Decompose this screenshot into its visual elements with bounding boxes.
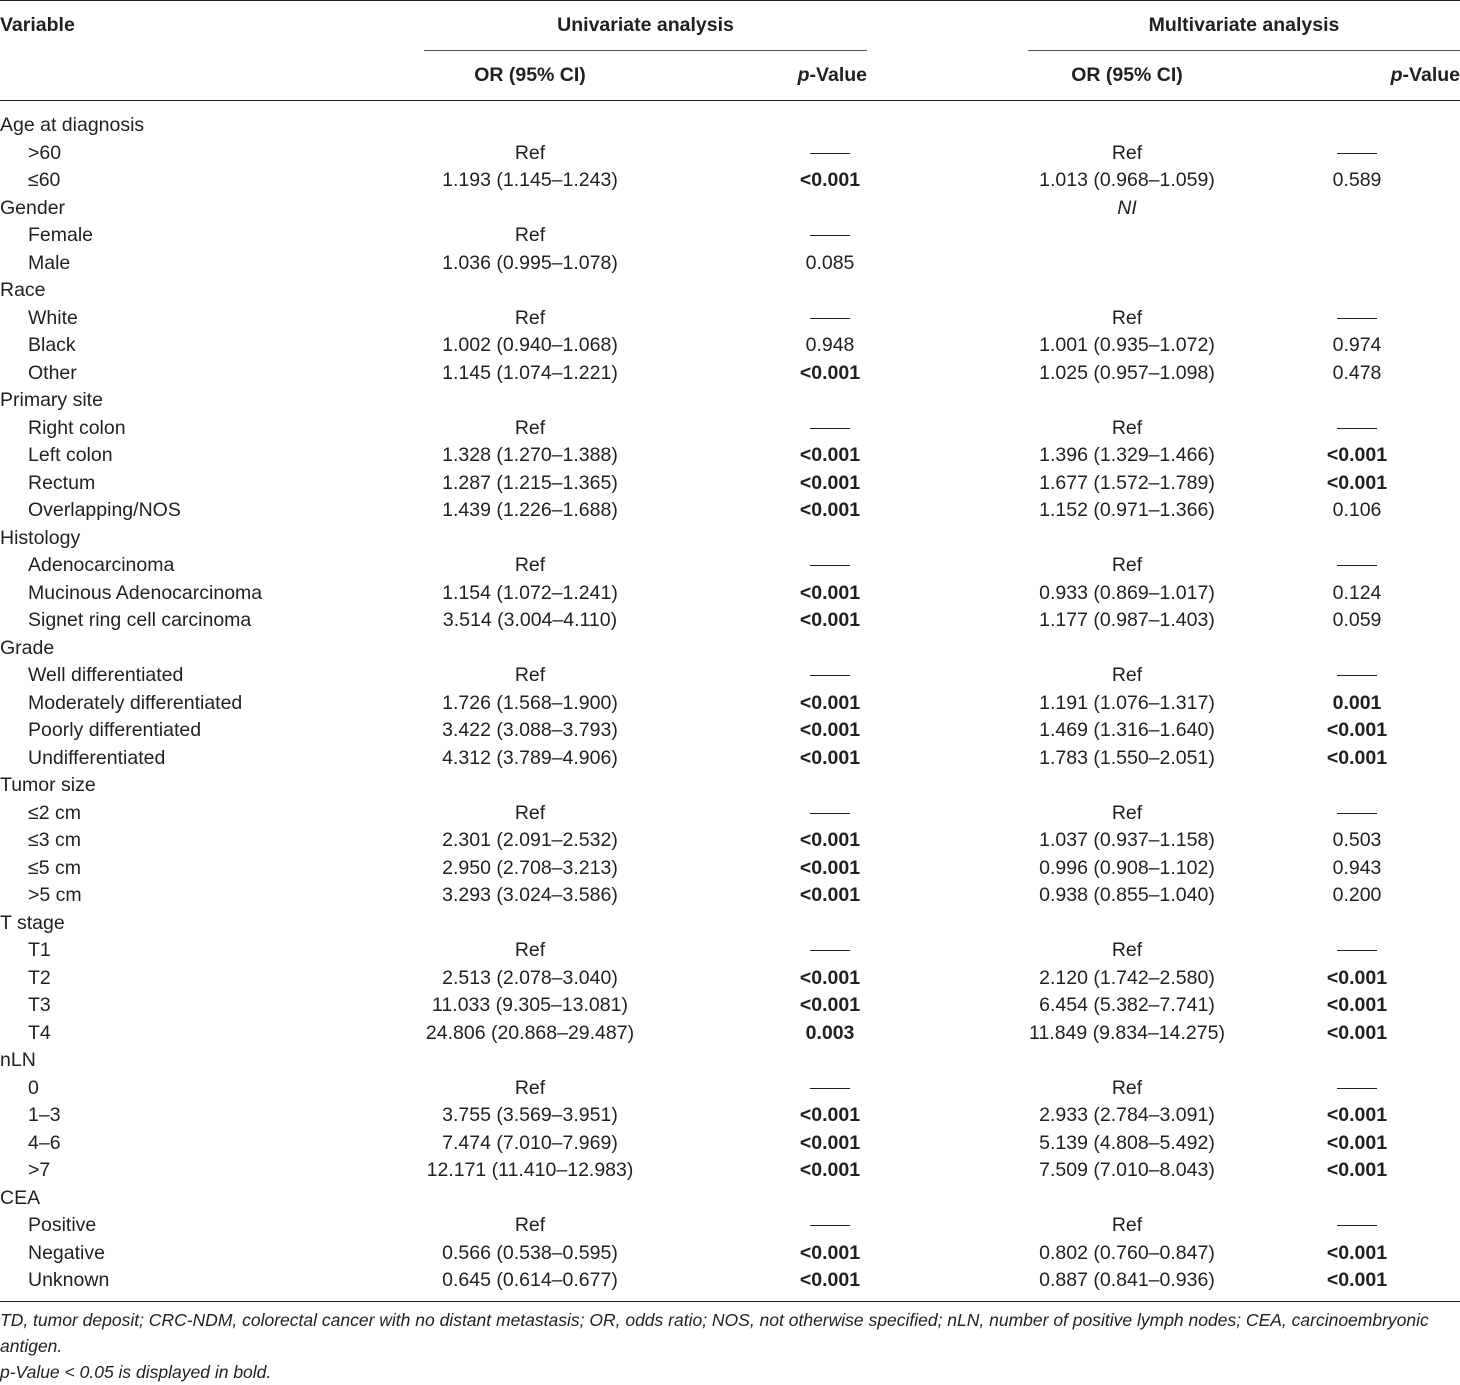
multivariate-or-cell: 0.933 (0.869–1.017): [1039, 581, 1215, 604]
multivariate-or-cell: Ref: [1111, 141, 1143, 164]
multivariate-or-cell: [1000, 112, 1254, 140]
group-label: nLN: [0, 1049, 36, 1071]
univariate-or-cell: 1.145 (1.074–1.221): [442, 361, 618, 384]
multivariate-or-cell: [1000, 277, 1254, 305]
variable-label: T3: [28, 994, 51, 1016]
variable-label: 1–3: [28, 1104, 61, 1126]
variable-label: ≤5 cm: [28, 856, 81, 879]
variable-label: Mucinous Adenocarcinoma: [28, 581, 263, 604]
multivariate-or-cell: 1.677 (1.572–1.789): [1039, 471, 1215, 494]
univariate-p-cell: [660, 772, 1000, 800]
em-dash-rule: [1337, 1225, 1377, 1226]
multivariate-p-cell: [1254, 222, 1460, 250]
univariate-or-cell: [400, 910, 660, 938]
table-row: [0, 332, 1460, 360]
multivariate-p-cell: [1254, 387, 1460, 415]
multivariate-or-cell: 0.996 (0.908–1.102): [1039, 856, 1215, 879]
multivariate-or-cell: [1000, 387, 1254, 415]
table-row: [0, 250, 1460, 278]
univariate-p-cell: <0.001: [799, 471, 861, 494]
table-group-row: [0, 910, 1460, 938]
table-row: [0, 882, 1460, 910]
univariate-or-cell: 3.755 (3.569–3.951): [442, 1104, 618, 1126]
univariate-or-cell: 1.287 (1.215–1.365): [442, 471, 618, 494]
multivariate-p-cell: [1254, 800, 1460, 828]
variable-label: Positive: [28, 1214, 97, 1236]
header-pvalue-multivariate: p-Value: [1390, 64, 1460, 86]
multivariate-p-cell: [1254, 772, 1460, 800]
variable-label: >7: [28, 1159, 51, 1181]
header-multivariate: Multivariate analysis: [1148, 14, 1340, 36]
univariate-p-cell: [660, 800, 1000, 828]
table-row: [0, 1130, 1460, 1158]
variable-label: Other: [28, 361, 77, 384]
multivariate-p-cell: [1254, 415, 1460, 443]
variable-label: 4–6: [28, 1131, 61, 1154]
univariate-p-cell: <0.001: [799, 746, 861, 769]
multivariate-p-cell: 0.106: [1332, 499, 1382, 521]
table-row: [0, 1212, 1460, 1240]
univariate-p-cell: <0.001: [799, 884, 861, 906]
univariate-p-cell: <0.001: [799, 499, 861, 521]
univariate-p-cell: [660, 387, 1000, 415]
group-label: Gender: [0, 196, 66, 219]
univariate-p-cell: [660, 305, 1000, 333]
univariate-or-cell: 1.154 (1.072–1.241): [442, 581, 618, 604]
univariate-p-cell: <0.001: [799, 1131, 861, 1154]
univariate-p-cell: <0.001: [799, 829, 861, 851]
multivariate-or-cell: 1.025 (0.957–1.098): [1039, 361, 1215, 384]
multivariate-or-cell: 0.802 (0.760–0.847): [1039, 1241, 1215, 1264]
univariate-p-cell: [660, 1047, 1000, 1075]
univariate-or-cell: Ref: [514, 306, 546, 329]
multivariate-or-cell: [1000, 250, 1254, 278]
univariate-p-cell: <0.001: [799, 691, 861, 714]
multivariate-span-rule: [1028, 50, 1460, 51]
table-row: [0, 1020, 1460, 1048]
univariate-p-cell: <0.001: [799, 169, 861, 191]
table-row: [0, 552, 1460, 580]
table-row: [0, 965, 1460, 993]
table-row: [0, 827, 1460, 855]
variable-label: >5 cm: [28, 884, 82, 906]
variable-label: Black: [28, 334, 76, 356]
table-group-row: [0, 112, 1460, 140]
univariate-or-cell: [400, 195, 660, 223]
table-group-row: [0, 1185, 1460, 1213]
table-row: [0, 415, 1460, 443]
table-top-rule: [0, 0, 1460, 1]
multivariate-p-cell: <0.001: [1326, 719, 1388, 741]
multivariate-p-cell: 0.001: [1332, 691, 1382, 714]
multivariate-p-cell: <0.001: [1326, 1241, 1388, 1264]
univariate-or-cell: 24.806 (20.868–29.487): [425, 1021, 635, 1044]
univariate-or-cell: Ref: [514, 416, 546, 439]
variable-label: Female: [28, 224, 94, 246]
variable-label: T1: [28, 939, 51, 961]
table-row: [0, 1240, 1460, 1268]
variable-label: T4: [28, 1021, 51, 1044]
univariate-p-cell: [660, 1075, 1000, 1103]
table-row: [0, 442, 1460, 470]
table-row: [0, 717, 1460, 745]
univariate-p-cell: <0.001: [799, 994, 861, 1016]
multivariate-or-cell: 11.849 (9.834–14.275): [1029, 1021, 1225, 1044]
univariate-p-cell: 0.948: [805, 334, 855, 356]
univariate-or-cell: 2.513 (2.078–3.040): [442, 966, 618, 989]
table-group-row: [0, 387, 1460, 415]
table-row: [0, 497, 1460, 525]
multivariate-p-cell: <0.001: [1326, 994, 1388, 1016]
univariate-span-rule: [424, 50, 867, 51]
univariate-p-cell: 0.085: [805, 251, 855, 274]
univariate-or-cell: 12.171 (11.410–12.983): [426, 1159, 634, 1181]
multivariate-p-cell: <0.001: [1326, 1131, 1388, 1154]
univariate-p-cell: <0.001: [799, 1269, 861, 1291]
univariate-p-cell: <0.001: [799, 1104, 861, 1126]
univariate-p-cell: [660, 525, 1000, 553]
multivariate-p-cell: 0.059: [1332, 609, 1382, 631]
table-row: [0, 662, 1460, 690]
em-dash-rule: [1337, 153, 1377, 154]
em-dash-rule: [1337, 1088, 1377, 1089]
univariate-p-cell: <0.001: [799, 609, 861, 631]
em-dash-rule: [1337, 813, 1377, 814]
multivariate-or-cell: Ref: [1111, 1076, 1143, 1099]
header-or-ci-univariate: OR (95% CI): [474, 64, 586, 86]
univariate-p-cell: [660, 277, 1000, 305]
univariate-or-cell: [400, 772, 660, 800]
table-bottom-rule: [0, 1301, 1460, 1302]
multivariate-or-cell: 2.120 (1.742–2.580): [1039, 966, 1215, 989]
univariate-p-cell: [660, 1185, 1000, 1213]
univariate-or-cell: [400, 635, 660, 663]
univariate-or-cell: 1.726 (1.568–1.900): [442, 691, 618, 714]
group-label: Race: [0, 279, 46, 301]
em-dash-rule: [810, 318, 850, 319]
table-row: [0, 140, 1460, 168]
multivariate-or-cell: 1.001 (0.935–1.072): [1039, 334, 1215, 356]
univariate-p-cell: [660, 140, 1000, 168]
multivariate-or-cell: Ref: [1111, 664, 1143, 686]
multivariate-or-cell: [1000, 910, 1254, 938]
multivariate-or-cell: 0.938 (0.855–1.040): [1039, 884, 1215, 906]
multivariate-p-cell: 0.200: [1332, 884, 1382, 906]
header-or-ci-multivariate: OR (95% CI): [1071, 64, 1183, 86]
univariate-or-cell: 0.566 (0.538–0.595): [442, 1241, 618, 1264]
em-dash-rule: [1337, 950, 1377, 951]
table-group-row: [0, 277, 1460, 305]
univariate-or-cell: Ref: [514, 1076, 546, 1099]
results-table: [0, 112, 1460, 1295]
univariate-or-cell: 2.301 (2.091–2.532): [442, 829, 618, 851]
univariate-p-cell: <0.001: [799, 1241, 861, 1264]
multivariate-or-cell: Ref: [1111, 1214, 1143, 1236]
univariate-or-cell: 1.036 (0.995–1.078): [442, 251, 618, 274]
em-dash-rule: [810, 153, 850, 154]
univariate-or-cell: 2.950 (2.708–3.213): [442, 856, 618, 879]
header-variable: Variable: [0, 14, 75, 36]
table-row: [0, 305, 1460, 333]
multivariate-p-cell: [1254, 525, 1460, 553]
variable-label: Poorly differentiated: [28, 719, 202, 741]
multivariate-or-cell: Ref: [1111, 416, 1143, 439]
variable-label: ≤3 cm: [28, 829, 81, 851]
univariate-p-cell: [660, 112, 1000, 140]
variable-label: Undifferentiated: [28, 746, 166, 769]
multivariate-p-cell: <0.001: [1326, 1159, 1388, 1181]
table-row: [0, 992, 1460, 1020]
group-label: T stage: [0, 911, 65, 934]
variable-label: Signet ring cell carcinoma: [28, 609, 252, 631]
table-row: [0, 690, 1460, 718]
univariate-p-cell: [660, 1212, 1000, 1240]
univariate-or-cell: 0.645 (0.614–0.677): [442, 1269, 618, 1291]
group-label: Tumor size: [0, 774, 96, 796]
multivariate-p-cell: [1254, 1185, 1460, 1213]
header-bottom-rule: [0, 100, 1460, 101]
multivariate-p-cell: 0.974: [1332, 334, 1382, 356]
multivariate-p-cell: <0.001: [1326, 1104, 1388, 1126]
univariate-or-cell: Ref: [514, 939, 546, 961]
multivariate-p-cell: [1254, 635, 1460, 663]
variable-label: 0: [28, 1076, 39, 1099]
multivariate-or-cell: [1000, 772, 1254, 800]
multivariate-or-cell: Ref: [1111, 306, 1143, 329]
variable-label: Moderately differentiated: [28, 691, 243, 714]
multivariate-p-cell: [1254, 910, 1460, 938]
table-row: [0, 470, 1460, 498]
table-group-row: [0, 1047, 1460, 1075]
variable-label: Well differentiated: [28, 664, 184, 686]
univariate-or-cell: [400, 1185, 660, 1213]
multivariate-or-cell: 1.037 (0.937–1.158): [1039, 829, 1215, 851]
em-dash-rule: [810, 235, 850, 236]
table-group-row: [0, 525, 1460, 553]
multivariate-or-cell: Ref: [1111, 939, 1143, 961]
multivariate-p-cell: [1254, 662, 1460, 690]
univariate-p-cell: [660, 415, 1000, 443]
em-dash-rule: [810, 675, 850, 676]
table-row: [0, 607, 1460, 635]
table-row: [0, 360, 1460, 388]
variable-label: Negative: [28, 1241, 105, 1264]
multivariate-p-cell: <0.001: [1326, 1021, 1388, 1044]
univariate-or-cell: 1.002 (0.940–1.068): [442, 334, 618, 356]
multivariate-p-cell: 0.589: [1332, 169, 1382, 191]
multivariate-or-cell: 2.933 (2.784–3.091): [1039, 1104, 1215, 1126]
multivariate-or-cell: 1.191 (1.076–1.317): [1039, 691, 1215, 714]
multivariate-or-cell: [1000, 1185, 1254, 1213]
multivariate-p-cell: [1254, 112, 1460, 140]
multivariate-or-cell: [1000, 635, 1254, 663]
univariate-or-cell: [400, 1047, 660, 1075]
em-dash-rule: [810, 950, 850, 951]
multivariate-or-cell: NI: [1117, 196, 1137, 219]
multivariate-or-cell: [1000, 525, 1254, 553]
group-label: CEA: [0, 1186, 41, 1209]
variable-label: Overlapping/NOS: [28, 499, 181, 521]
table-row: [0, 937, 1460, 965]
multivariate-p-cell: [1254, 1212, 1460, 1240]
multivariate-or-cell: 1.013 (0.968–1.059): [1039, 169, 1215, 191]
multivariate-p-cell: [1254, 195, 1460, 223]
univariate-p-cell: <0.001: [799, 444, 861, 466]
multivariate-or-cell: 1.152 (0.971–1.366): [1039, 499, 1215, 521]
table-group-row: [0, 635, 1460, 663]
table-row: [0, 1157, 1460, 1185]
univariate-p-cell: [660, 937, 1000, 965]
variable-label: ≤60: [28, 169, 61, 191]
multivariate-or-cell: 1.396 (1.329–1.466): [1039, 444, 1215, 466]
univariate-p-cell: <0.001: [799, 1159, 861, 1181]
table-row: [0, 222, 1460, 250]
multivariate-p-cell: <0.001: [1326, 444, 1388, 466]
em-dash-rule: [1337, 675, 1377, 676]
em-dash-rule: [810, 1088, 850, 1089]
univariate-p-cell: <0.001: [799, 966, 861, 989]
header-univariate: Univariate analysis: [557, 14, 734, 36]
em-dash-rule: [810, 565, 850, 566]
univariate-or-cell: 11.033 (9.305–13.081): [432, 994, 628, 1016]
multivariate-p-cell: [1254, 1047, 1460, 1075]
multivariate-p-cell: [1254, 1075, 1460, 1103]
header-pvalue-univariate: p-Value: [797, 64, 867, 86]
table-row: [0, 580, 1460, 608]
multivariate-or-cell: 1.177 (0.987–1.403): [1039, 609, 1215, 631]
variable-label: Adenocarcinoma: [28, 554, 175, 576]
multivariate-or-cell: 1.783 (1.550–2.051): [1039, 746, 1215, 769]
univariate-or-cell: 4.312 (3.789–4.906): [442, 746, 618, 769]
univariate-or-cell: Ref: [514, 554, 546, 576]
group-label: Grade: [0, 636, 55, 659]
table-row: [0, 745, 1460, 773]
univariate-p-cell: [660, 195, 1000, 223]
univariate-or-cell: 1.439 (1.226–1.688): [442, 499, 618, 521]
univariate-or-cell: 7.474 (7.010–7.969): [442, 1131, 618, 1154]
multivariate-p-cell: <0.001: [1326, 1269, 1388, 1291]
multivariate-p-cell: [1254, 277, 1460, 305]
variable-label: Unknown: [28, 1269, 110, 1291]
multivariate-p-cell: <0.001: [1326, 471, 1388, 494]
univariate-p-cell: <0.001: [799, 361, 861, 384]
univariate-or-cell: 3.422 (3.088–3.793): [442, 719, 618, 741]
univariate-or-cell: Ref: [514, 801, 546, 824]
table-group-row: [0, 772, 1460, 800]
table-row: [0, 1075, 1460, 1103]
multivariate-p-cell: 0.478: [1332, 361, 1382, 384]
table-row: [0, 1102, 1460, 1130]
univariate-or-cell: Ref: [514, 141, 546, 164]
univariate-p-cell: [660, 910, 1000, 938]
table-footnote: [0, 1307, 1460, 1385]
univariate-or-cell: [400, 277, 660, 305]
univariate-or-cell: 3.514 (3.004–4.110): [442, 609, 618, 631]
multivariate-p-cell: <0.001: [1326, 966, 1388, 989]
univariate-p-cell: <0.001: [799, 719, 861, 741]
variable-label: Right colon: [28, 416, 126, 439]
multivariate-p-cell: [1254, 937, 1460, 965]
univariate-or-cell: 1.193 (1.145–1.243): [442, 169, 618, 191]
multivariate-or-cell: [1000, 222, 1254, 250]
univariate-or-cell: 1.328 (1.270–1.388): [442, 444, 618, 466]
group-label: Primary site: [0, 389, 103, 411]
univariate-or-cell: Ref: [514, 1214, 546, 1236]
multivariate-or-cell: [1000, 1047, 1254, 1075]
group-label: Histology: [0, 526, 81, 549]
footnote-significance: p-Value < 0.05 is displayed in bold.: [0, 1362, 272, 1382]
multivariate-or-cell: 7.509 (7.010–8.043): [1039, 1159, 1215, 1181]
group-label: Age at diagnosis: [0, 114, 145, 136]
multivariate-p-cell: [1254, 250, 1460, 278]
table-row: [0, 800, 1460, 828]
univariate-p-cell: 0.003: [805, 1021, 855, 1044]
em-dash-rule: [1337, 318, 1377, 319]
table-row: [0, 167, 1460, 195]
em-dash-rule: [810, 1225, 850, 1226]
univariate-p-cell: [660, 552, 1000, 580]
univariate-p-cell: [660, 222, 1000, 250]
footnote-abbreviations: TD, tumor deposit; CRC-NDM, colorectal cancer with no distant metastasis; OR, odds ratio; NOS, not otherwise specified; nLN, number of positive lymph nodes; CEA, carcinoembryonic antigen.: [0, 1310, 1429, 1356]
univariate-or-cell: [400, 112, 660, 140]
variable-label: T2: [28, 966, 51, 989]
multivariate-p-cell: 0.124: [1332, 581, 1382, 604]
variable-label: Rectum: [28, 471, 96, 494]
multivariate-p-cell: 0.503: [1332, 829, 1382, 851]
variable-label: ≤2 cm: [28, 801, 81, 824]
multivariate-p-cell: [1254, 305, 1460, 333]
multivariate-or-cell: 5.139 (4.808–5.492): [1039, 1131, 1215, 1154]
univariate-p-cell: [660, 635, 1000, 663]
multivariate-or-cell: 6.454 (5.382–7.741): [1039, 994, 1215, 1016]
univariate-or-cell: Ref: [514, 224, 546, 246]
table-row: [0, 1267, 1460, 1295]
multivariate-or-cell: Ref: [1111, 554, 1143, 576]
table-row: [0, 855, 1460, 883]
variable-label: White: [28, 306, 78, 329]
table-group-row: [0, 195, 1460, 223]
univariate-p-cell: <0.001: [799, 856, 861, 879]
multivariate-p-cell: <0.001: [1326, 746, 1388, 769]
univariate-or-cell: 3.293 (3.024–3.586): [442, 884, 618, 906]
variable-label: Male: [28, 251, 71, 274]
variable-label: >60: [28, 141, 62, 164]
results-table-body: [0, 112, 1460, 1295]
multivariate-p-cell: [1254, 552, 1460, 580]
em-dash-rule: [810, 428, 850, 429]
univariate-or-cell: Ref: [514, 664, 546, 686]
multivariate-p-cell: [1254, 140, 1460, 168]
univariate-p-cell: [660, 662, 1000, 690]
multivariate-or-cell: Ref: [1111, 801, 1143, 824]
multivariate-or-cell: 0.887 (0.841–0.936): [1039, 1269, 1215, 1291]
em-dash-rule: [1337, 428, 1377, 429]
variable-label: Left colon: [28, 444, 113, 466]
univariate-p-cell: <0.001: [799, 581, 861, 604]
em-dash-rule: [810, 813, 850, 814]
multivariate-or-cell: 1.469 (1.316–1.640): [1039, 719, 1215, 741]
univariate-or-cell: [400, 387, 660, 415]
univariate-or-cell: [400, 525, 660, 553]
em-dash-rule: [1337, 565, 1377, 566]
multivariate-p-cell: 0.943: [1332, 856, 1382, 879]
